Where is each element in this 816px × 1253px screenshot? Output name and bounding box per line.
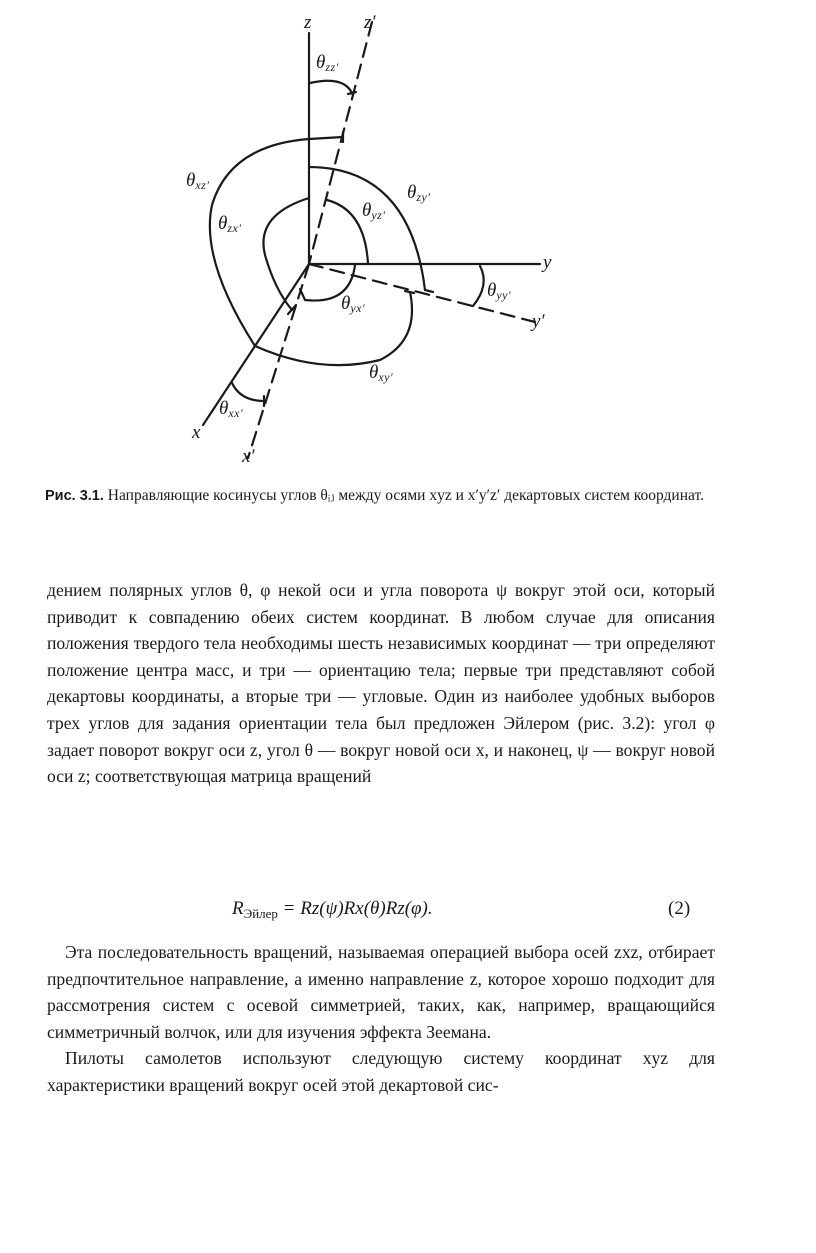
y-axis-label: y bbox=[543, 252, 552, 273]
caption-text: Направляющие косинусы углов θᵢⱼ между осями xyz и x′y′z′ декартовых систем координат. bbox=[107, 487, 704, 504]
angle-label-yx: $\theta_{yx'}$ bbox=[341, 293, 366, 315]
equation-2 bbox=[0, 896, 816, 930]
z-prime-axis-label: z′ bbox=[364, 12, 376, 33]
y-prime-axis-label: y′ bbox=[532, 311, 545, 332]
body-paragraph-1 bbox=[47, 577, 715, 790]
angle-label-xz: $\theta_{xz'}$ bbox=[186, 170, 210, 192]
angle-label-zx: $\theta_{zx'}$ bbox=[218, 213, 242, 235]
equation-body: $R_{Эйлер} = Rz(\psi)Rx(\theta)Rz(\varphi)$. bbox=[232, 898, 433, 921]
angle-label-xy: $\theta_{xy'}$ bbox=[369, 362, 394, 384]
angle-label-yz: $\theta_{yz'}$ bbox=[362, 200, 386, 222]
direction-cosines-diagram bbox=[0, 0, 816, 475]
paragraph-text: дением полярных углов θ, φ некой оси и угла поворота ψ вокруг этой оси, который приводит к совпадению обеих систем координат. В любом случае для описания положения твердого тела необходимы шесть независимых координат — три определяют положение центра масс, и три — ориентацию тела; первые три представляют собой декартовы координаты, а вторые три — угловые. Один из наиболее удобных выборов трех углов для задания ориентации тела был предложен Эйлером (рис. 3.2): угол φ задает поворот вокруг оси z, угол θ — вокруг новой оси x, и наконец, ψ — вокруг новой оси z; соответствующая матрица вращений bbox=[47, 580, 715, 787]
caption-prefix: Рис. 3.1. bbox=[45, 488, 104, 504]
equation-number: (2) bbox=[668, 898, 691, 919]
figure-caption bbox=[45, 484, 717, 508]
body-after-equation bbox=[47, 939, 715, 1099]
z-axis-label: z bbox=[304, 12, 312, 33]
angle-label-zz: $\theta_{zz'}$ bbox=[316, 52, 339, 74]
angle-label-zy: $\theta_{zy'}$ bbox=[407, 182, 431, 204]
x-axis-label: x bbox=[192, 422, 201, 443]
paragraph-text: Эта последовательность вращений, называемая операцией выбора осей zxz, отбирает предпочтительное направление, а именно направление z, которое хорошо подходит для рассмотрения систем с осевой симметрией, таких, как, например, вращающийся симметричный волчок, или для изучения эффекта Зеемана. bbox=[47, 942, 715, 1042]
x-prime-axis-label: x′ bbox=[242, 446, 255, 467]
figure-3-1 bbox=[0, 0, 816, 475]
angle-label-xx: $\theta_{xx'}$ bbox=[219, 398, 244, 420]
angle-label-yy: $\theta_{yy'}$ bbox=[487, 280, 512, 302]
paragraph-text: Пилоты самолетов используют следующую систему координат xyz для характеристики вращений вокруг осей этой декартовой сис- bbox=[47, 1048, 715, 1095]
